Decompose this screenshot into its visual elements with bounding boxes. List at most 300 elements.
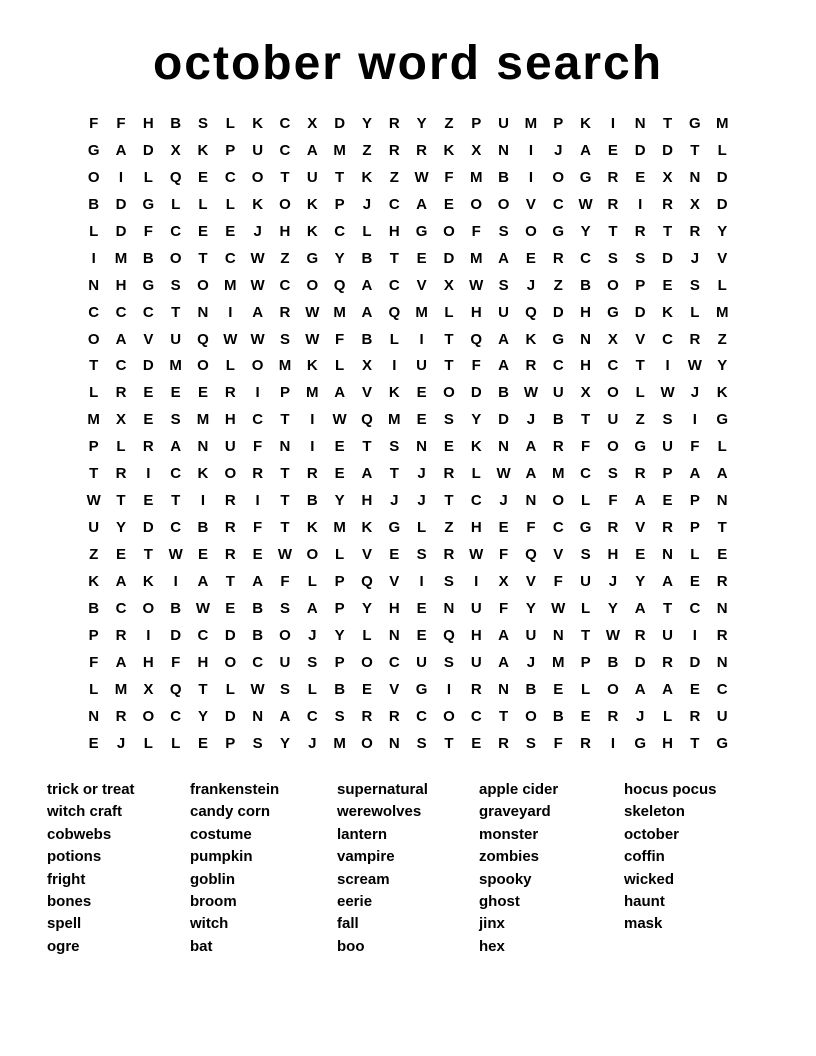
grid-letter: J — [417, 492, 426, 510]
grid-letter: E — [334, 438, 345, 456]
grid-letter: R — [388, 115, 400, 132]
grid-letter: E — [416, 626, 427, 644]
grid-letter: E — [689, 680, 700, 698]
grid-letter: L — [580, 680, 591, 698]
grid-letter: Y — [197, 707, 208, 725]
grid-letter: C — [716, 680, 728, 698]
word-list-item: potions — [47, 848, 102, 866]
grid-letter: A — [416, 195, 428, 213]
grid-letter: E — [635, 546, 646, 563]
grid-letter: V — [635, 519, 646, 537]
grid-letter: K — [361, 168, 373, 186]
grid-letter: J — [636, 707, 645, 725]
grid-letter: N — [197, 438, 209, 456]
grid-letter: P — [471, 115, 482, 132]
grid-letter: E — [334, 465, 345, 483]
grid-letter: C — [306, 707, 318, 725]
grid-letter: N — [388, 626, 400, 644]
grid-letter: T — [717, 519, 727, 537]
grid-letter: K — [716, 384, 728, 402]
grid-letter: R — [279, 303, 291, 321]
grid-letter: N — [88, 707, 100, 725]
grid-letter: U — [170, 330, 182, 348]
grid-letter: E — [225, 222, 236, 240]
grid-letter: T — [280, 492, 290, 510]
grid-letter: H — [470, 519, 482, 537]
grid-letter: R — [552, 438, 564, 456]
grid-letter: O — [142, 707, 155, 725]
word-list-item: apple cider — [479, 781, 559, 798]
grid-letter: C — [607, 357, 619, 375]
grid-letter: U — [607, 411, 619, 429]
grid-letter: D — [443, 249, 455, 267]
grid-letter: E — [197, 734, 208, 752]
grid-letter: O — [607, 438, 619, 456]
grid-letter: L — [662, 707, 673, 725]
grid-letter: O — [470, 195, 483, 213]
grid-row — [80, 542, 736, 569]
grid-letter: X — [580, 384, 591, 402]
grid-letter: I — [665, 357, 670, 375]
grid-letter: C — [170, 465, 182, 483]
grid-letter: S — [279, 599, 290, 617]
grid-letter: R — [498, 734, 509, 752]
grid-letter: C — [388, 195, 400, 213]
grid-letter: H — [580, 303, 591, 321]
grid-letter: Y — [471, 411, 482, 429]
grid-letter: L — [225, 357, 235, 375]
grid-letter: E — [662, 276, 673, 294]
grid-letter: H — [115, 276, 127, 294]
grid-letter: W — [660, 384, 675, 402]
grid-letter: G — [579, 519, 592, 537]
grid-letter: K — [662, 303, 673, 321]
grid-letter: K — [306, 222, 318, 240]
grid-letter: E — [143, 384, 154, 402]
grid-letter: R — [662, 519, 673, 537]
grid-letter: I — [255, 492, 260, 510]
grid-letter: R — [224, 492, 236, 510]
grid-letter: V — [525, 572, 536, 590]
grid-letter: C — [580, 465, 591, 483]
grid-letter: R — [607, 195, 619, 213]
grid-letter: A — [252, 303, 264, 321]
grid-letter: U — [716, 707, 728, 725]
grid-letter: Y — [525, 599, 536, 617]
grid-letter: K — [252, 115, 264, 132]
grid-letter: H — [224, 411, 236, 429]
word-list-item: eerie — [337, 893, 373, 911]
grid-letter: Y — [279, 734, 290, 752]
grid-letter: C — [580, 249, 591, 267]
grid-letter: R — [224, 519, 236, 537]
grid-letter: L — [335, 546, 345, 563]
grid-letter: L — [690, 303, 700, 321]
grid-letter: C — [197, 626, 209, 644]
grid-letter: E — [143, 411, 154, 429]
grid-letter: H — [197, 653, 209, 671]
grid-letter: O — [306, 546, 319, 563]
grid-row — [80, 219, 736, 246]
grid-letter: A — [115, 572, 127, 590]
grid-letter: C — [552, 195, 564, 213]
grid-letter: H — [662, 734, 673, 752]
grid-letter: R — [634, 222, 646, 240]
grid-letter: S — [443, 653, 454, 671]
grid-letter: K — [388, 384, 400, 402]
grid-letter: D — [498, 411, 509, 429]
grid-letter: Z — [362, 141, 372, 159]
grid-letter: A — [115, 141, 127, 159]
grid-letter: J — [526, 411, 536, 429]
grid-letter: M — [551, 465, 565, 483]
grid-letter: Y — [334, 249, 345, 267]
grid-letter: Z — [89, 546, 99, 563]
grid-row — [80, 731, 736, 758]
grid-letter: W — [605, 626, 620, 644]
grid-letter: C — [170, 222, 182, 240]
grid-letter: A — [525, 465, 537, 483]
word-list-item: frankenstein — [190, 781, 280, 798]
grid-letter: O — [525, 707, 537, 725]
grid-letter: X — [689, 195, 700, 213]
grid-letter: A — [361, 465, 373, 483]
grid-letter: C — [279, 115, 291, 132]
grid-letter: P — [225, 734, 236, 752]
grid-letter: U — [470, 653, 482, 671]
grid-letter: L — [717, 276, 727, 294]
grid-letter: D — [634, 303, 646, 321]
grid-letter: P — [635, 276, 646, 294]
grid-letter: T — [143, 546, 153, 563]
grid-letter: I — [228, 303, 233, 321]
grid-letter: U — [552, 384, 564, 402]
grid-letter: N — [252, 707, 264, 725]
word-list-item: hocus pocus — [624, 781, 717, 798]
grid-letter: T — [662, 599, 673, 617]
grid-letter: I — [692, 626, 697, 644]
grid-letter: P — [88, 438, 99, 456]
grid-letter: Z — [444, 115, 454, 132]
grid-letter: B — [552, 411, 564, 429]
grid-letter: W — [305, 330, 320, 348]
grid-letter: D — [689, 653, 701, 671]
grid-letter: R — [388, 141, 400, 159]
grid-letter: B — [88, 195, 100, 213]
grid-letter: P — [88, 626, 99, 644]
word-list-item: bat — [190, 937, 213, 955]
grid-row — [80, 300, 736, 327]
grid-letter: W — [687, 357, 702, 375]
grid-letter: B — [525, 680, 537, 698]
grid-letter: U — [252, 141, 264, 159]
grid-letter: M — [715, 303, 729, 321]
grid-letter: E — [88, 734, 99, 752]
grid-row — [80, 407, 736, 434]
grid-letter: M — [333, 141, 346, 159]
grid-letter: E — [689, 572, 700, 590]
grid-letter: L — [89, 680, 99, 698]
grid-letter: M — [551, 653, 565, 671]
grid-letter: W — [469, 276, 484, 294]
word-list-item: fall — [337, 915, 359, 933]
grid-letter: H — [142, 115, 154, 132]
grid-letter: F — [690, 438, 700, 456]
grid-letter: S — [443, 411, 454, 429]
grid-letter: L — [307, 572, 317, 590]
grid-letter: V — [553, 546, 564, 563]
grid-letter: C — [224, 249, 236, 267]
grid-letter: A — [580, 141, 591, 159]
grid-letter: S — [389, 438, 400, 456]
grid-letter: G — [306, 249, 319, 267]
grid-letter: C — [252, 653, 264, 671]
grid-letter: C — [142, 303, 154, 321]
grid-letter: V — [635, 330, 646, 348]
grid-letter: N — [689, 168, 701, 186]
grid-letter: W — [168, 546, 183, 563]
grid-letter: U — [470, 599, 482, 617]
grid-letter: R — [525, 357, 537, 375]
grid-letter: L — [198, 195, 208, 213]
grid-letter: A — [662, 572, 673, 590]
grid-letter: L — [143, 168, 153, 186]
grid-letter: N — [716, 653, 728, 671]
grid-letter: S — [334, 707, 345, 725]
grid-letter: C — [388, 276, 400, 294]
grid-letter: U — [525, 626, 537, 644]
grid-letter: H — [388, 599, 400, 617]
grid-letter: E — [143, 492, 154, 510]
grid-letter: M — [388, 411, 401, 429]
grid-letter: Q — [470, 330, 483, 348]
grid-letter: E — [197, 222, 208, 240]
grid-letter: G — [607, 303, 619, 321]
grid-letter: Q — [525, 546, 537, 563]
word-list-column-1 — [47, 779, 190, 958]
grid-letter: J — [690, 384, 700, 402]
grid-letter: I — [446, 680, 452, 698]
grid-letter: D — [634, 141, 646, 159]
grid-letter: L — [471, 465, 481, 483]
grid-letter: R — [115, 707, 127, 725]
grid-letter: N — [716, 599, 728, 617]
grid-letter: T — [116, 492, 126, 510]
grid-letter: R — [388, 707, 400, 725]
grid-letter: O — [552, 168, 565, 186]
grid-row — [80, 461, 736, 488]
grid-letter: A — [170, 438, 182, 456]
grid-letter: I — [173, 572, 178, 590]
grid-letter: U — [224, 438, 236, 456]
word-list-column-3 — [337, 779, 479, 958]
grid-letter: D — [634, 653, 646, 671]
word-search-grid — [80, 111, 736, 758]
grid-letter: T — [389, 249, 399, 267]
grid-letter: E — [252, 546, 263, 563]
grid-row — [80, 704, 736, 731]
grid-letter: Z — [553, 276, 563, 294]
grid-letter: B — [552, 707, 564, 725]
grid-row — [80, 623, 736, 650]
grid-letter: N — [88, 276, 100, 294]
grid-letter: E — [498, 519, 509, 537]
grid-letter: L — [335, 357, 345, 375]
grid-letter: K — [306, 195, 318, 213]
grid-letter: E — [416, 249, 427, 267]
grid-letter: B — [498, 168, 509, 186]
grid-letter: T — [690, 734, 700, 752]
word-list-item: spooky — [479, 870, 532, 888]
grid-letter: W — [414, 168, 429, 186]
grid-row — [80, 677, 736, 704]
grid-letter: V — [525, 195, 536, 213]
grid-letter: K — [361, 519, 373, 537]
grid-letter: E — [525, 249, 536, 267]
grid-letter: O — [607, 276, 619, 294]
grid-letter: A — [197, 572, 209, 590]
grid-letter: S — [443, 572, 454, 590]
grid-letter: M — [415, 303, 428, 321]
grid-letter: D — [224, 707, 236, 725]
grid-letter: E — [717, 546, 728, 563]
word-list-item: candy corn — [190, 803, 271, 821]
grid-row — [80, 488, 736, 515]
grid-letter: R — [689, 330, 701, 348]
grid-letter: I — [474, 572, 479, 590]
grid-letter: H — [361, 492, 373, 510]
grid-letter: T — [171, 303, 181, 321]
grid-letter: S — [307, 653, 318, 671]
grid-letter: B — [580, 276, 591, 294]
word-list-item: graveyard — [479, 803, 551, 821]
grid-letter: A — [498, 330, 509, 348]
grid-letter: R — [716, 626, 728, 644]
grid-letter: S — [197, 115, 208, 132]
grid-letter: F — [253, 519, 263, 537]
grid-letter: R — [115, 465, 127, 483]
grid-letter: B — [170, 599, 182, 617]
grid-letter: Y — [115, 519, 126, 537]
word-list-item: werewolves — [337, 803, 422, 821]
grid-letter: H — [142, 653, 154, 671]
grid-letter: F — [471, 222, 481, 240]
grid-letter: A — [689, 465, 701, 483]
grid-letter: U — [416, 653, 428, 671]
word-list-item: haunt — [624, 893, 665, 911]
word-list-item: goblin — [190, 870, 235, 888]
grid-letter: C — [279, 141, 291, 159]
grid-letter: A — [716, 465, 728, 483]
grid-letter: O — [279, 195, 291, 213]
grid-letter: C — [252, 411, 264, 429]
grid-letter: L — [417, 519, 427, 537]
grid-letter: N — [580, 330, 591, 348]
grid-letter: G — [634, 734, 647, 752]
grid-letter: O — [87, 330, 100, 348]
grid-letter: H — [607, 546, 619, 563]
word-list-item: skeleton — [624, 803, 685, 821]
grid-letter: Q — [361, 411, 373, 429]
grid-letter: A — [252, 572, 264, 590]
grid-letter: G — [142, 195, 155, 213]
grid-letter: M — [196, 411, 210, 429]
grid-letter: Z — [389, 168, 399, 186]
grid-letter: U — [306, 168, 318, 186]
grid-letter: V — [361, 546, 372, 563]
grid-letter: Q — [361, 572, 373, 590]
grid-letter: G — [142, 276, 155, 294]
grid-letter: W — [277, 546, 293, 563]
grid-letter: D — [142, 519, 154, 537]
grid-letter: F — [553, 572, 563, 590]
grid-letter: F — [89, 115, 99, 132]
grid-letter: I — [146, 626, 151, 644]
grid-letter: W — [223, 330, 238, 348]
grid-letter: I — [91, 249, 96, 267]
grid-letter: W — [551, 599, 566, 617]
grid-letter: A — [279, 707, 291, 725]
grid-letter: O — [224, 653, 237, 671]
grid-letter: E — [607, 141, 618, 159]
grid-letter: Z — [717, 330, 727, 348]
grid-letter: G — [716, 734, 729, 752]
grid-letter: T — [499, 707, 509, 725]
grid-letter: C — [662, 330, 673, 348]
grid-letter: T — [444, 330, 454, 348]
grid-letter: B — [334, 680, 346, 698]
grid-letter: Y — [607, 599, 618, 617]
grid-letter: R — [552, 249, 564, 267]
word-list-item: supernatural — [337, 781, 428, 798]
grid-letter: K — [443, 141, 455, 159]
grid-letter: F — [335, 330, 345, 348]
grid-letter: W — [250, 330, 265, 348]
grid-letter: X — [662, 168, 673, 186]
word-list-item: jinx — [479, 915, 505, 933]
grid-letter: X — [115, 411, 126, 429]
grid-letter: O — [197, 276, 209, 294]
grid-letter: F — [280, 572, 290, 590]
grid-letter: O — [169, 249, 182, 267]
grid-letter: D — [662, 141, 673, 159]
grid-letter: M — [333, 303, 346, 321]
word-list-item: zombies — [479, 848, 540, 866]
grid-letter: P — [334, 572, 345, 590]
grid-letter: W — [332, 411, 347, 429]
grid-letter: E — [553, 680, 564, 698]
grid-letter: A — [306, 141, 318, 159]
grid-letter: A — [525, 438, 537, 456]
grid-letter: C — [115, 357, 127, 375]
grid-letter: R — [443, 465, 455, 483]
grid-letter: H — [279, 222, 291, 240]
grid-letter: F — [116, 115, 126, 132]
grid-letter: K — [142, 572, 154, 590]
grid-letter: J — [526, 653, 536, 671]
grid-row — [80, 515, 736, 542]
grid-row — [80, 273, 736, 300]
grid-letter: E — [443, 195, 454, 213]
word-list-item: hex — [479, 937, 505, 955]
grid-letter: F — [143, 222, 153, 240]
grid-letter: R — [115, 384, 127, 402]
grid-letter: M — [224, 276, 237, 294]
grid-letter: O — [306, 276, 319, 294]
grid-letter: S — [170, 411, 181, 429]
grid-letter: M — [114, 680, 128, 698]
grid-letter: R — [115, 626, 127, 644]
